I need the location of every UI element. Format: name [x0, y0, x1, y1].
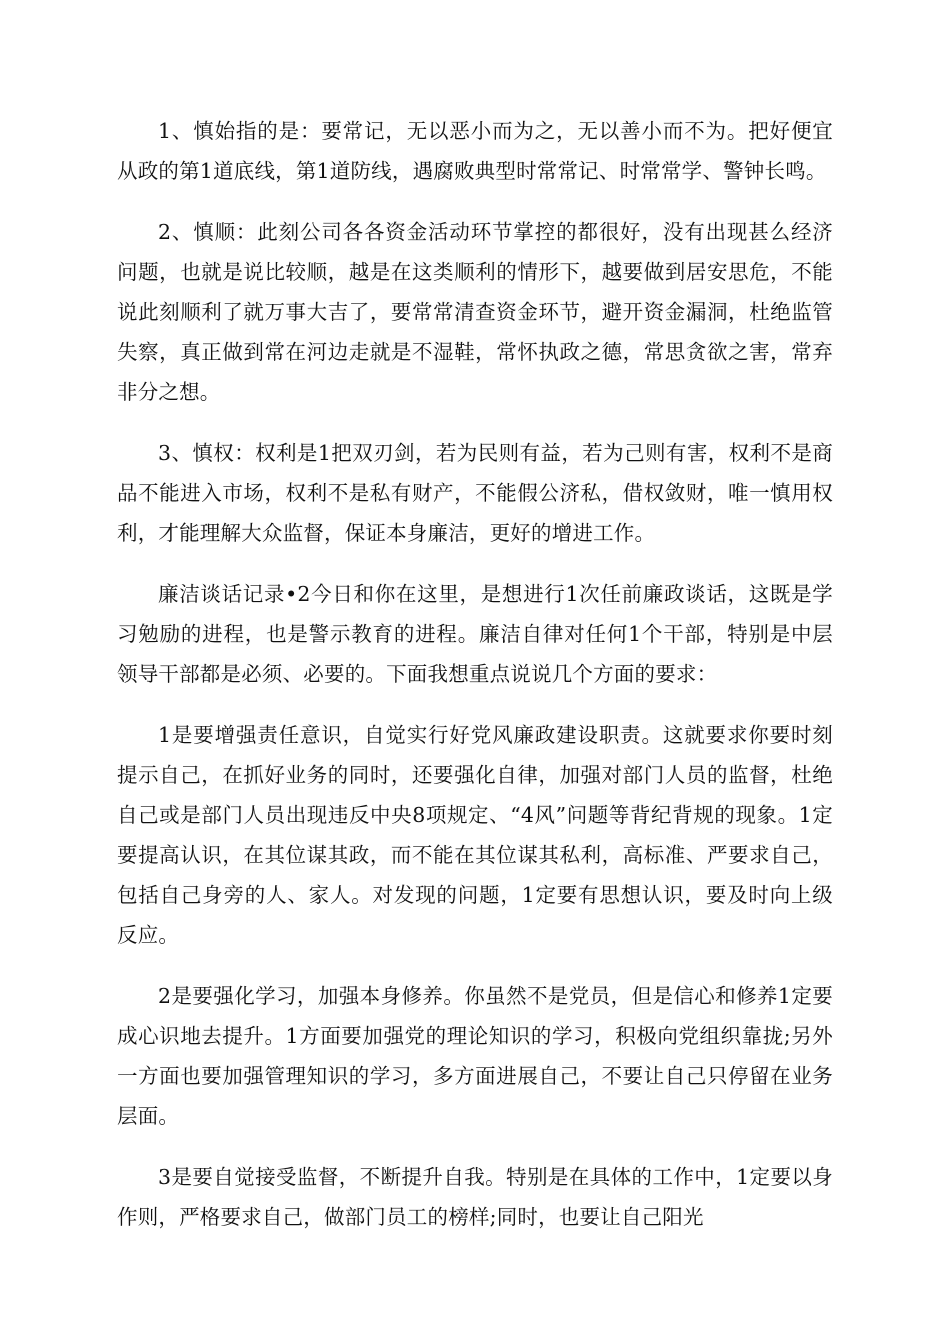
- paragraph-1: 1、慎始指的是：要常记，无以恶小而为之，无以善小而不为。把好便宜从政的第1道底线，第1道防线，遇腐败典型时常常记、时常常学、警钟长鸣。: [117, 119, 833, 183]
- document-page: [117, 111, 833, 1258]
- paragraph-3: 3、慎权：权利是1把双刃剑，若为民则有益，若为己则有害，权利不是商品不能进入市场，权利不是私有财产，不能假公济私，借权敛财，唯一慎用权利，才能理解大众监督，保证本身廉洁，更好的增进工作。: [117, 441, 833, 545]
- paragraph-6: 2是要强化学习，加强本身修养。你虽然不是党员，但是信心和修养1定要成心识地去提升。1方面要加强党的理论知识的学习，积极向党组织靠拢;另外一方面也要加强管理知识的学习，多方面进展自己，不要让自己只停留在业务层面。: [117, 984, 833, 1128]
- paragraph-5: 1是要增强责任意识，自觉实行好党风廉政建设职责。这就要求你要时刻提示自己，在抓好业务的同时，还要强化自律，加强对部门人员的监督，杜绝自己或是部门人员出现违反中央8项规定、“4风”问题等背纪背规的现象。1定要提高认识，在其位谋其政，而不能在其位谋其私利，高标准、严要求自己，包括自己身旁的人、家人。对发现的问题，1定要有思想认识，要及时向上级反应。: [117, 723, 833, 947]
- paragraph-2: 2、慎顺：此刻公司各各资金活动环节掌控的都很好，没有出现甚么经济问题，也就是说比较顺，越是在这类顺利的情形下，越要做到居安思危，不能说此刻顺利了就万事大吉了，要常常清查资金环节，避开资金漏洞，杜绝监管失察，真正做到常在河边走就是不湿鞋，常怀执政之德，常思贪欲之害，常弃非分之想。: [117, 220, 833, 404]
- paragraph-4: 廉洁谈话记录•2今日和你在这里，是想进行1次任前廉政谈话，这既是学习勉励的进程，也是警示教育的进程。廉洁自律对任何1个干部，特别是中层领导干部都是必须、必要的。下面我想重点说说几个方面的要求：: [117, 582, 833, 686]
- paragraph-7: 3是要自觉接受监督，不断提升自我。特别是在具体的工作中，1定要以身作则，严格要求自己，做部门员工的榜样;同时，也要让自己阳光: [117, 1165, 833, 1229]
